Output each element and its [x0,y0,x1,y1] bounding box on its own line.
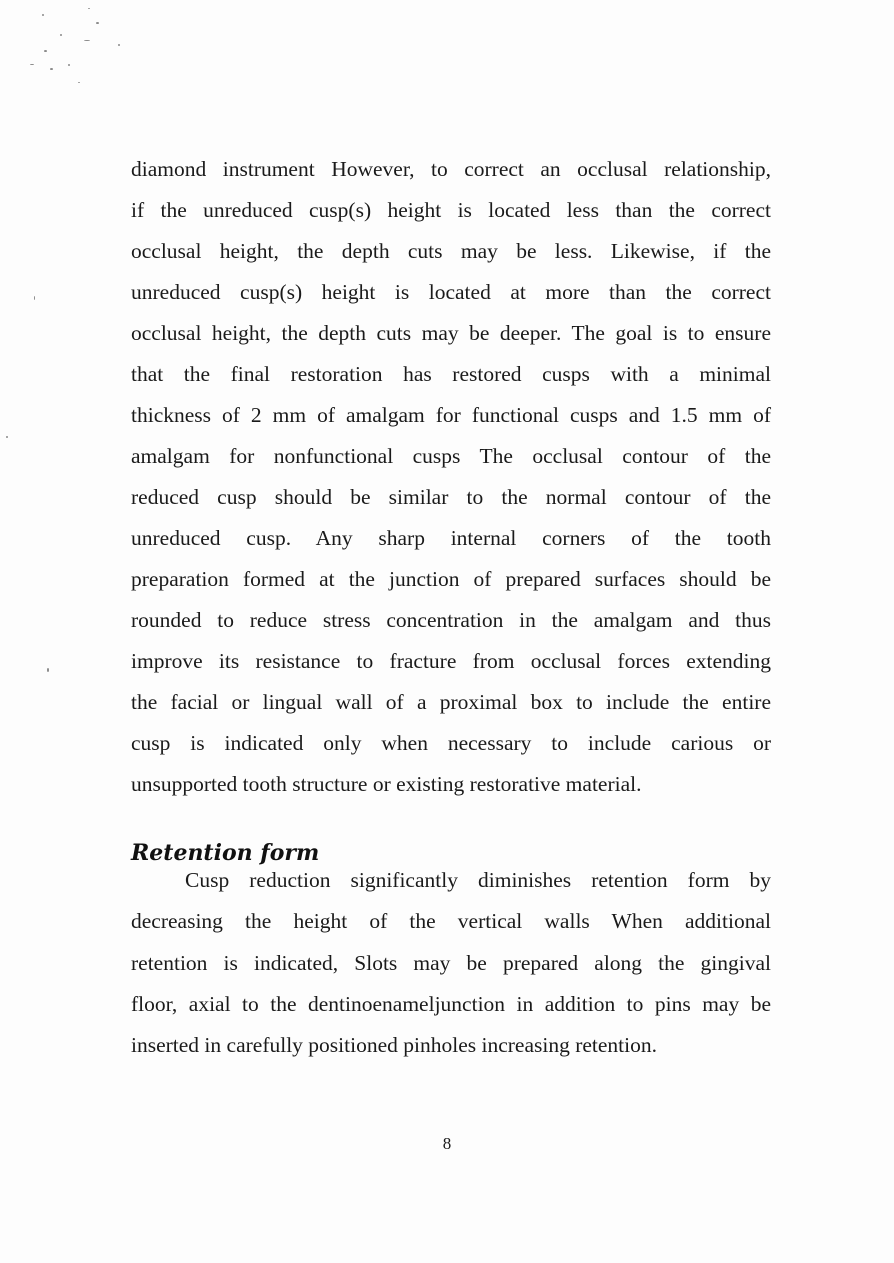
text-line: Cusp reduction significantly diminishes retention form by [185,868,771,892]
text-line: unreduced cusp. Any sharp internal corners of the tooth [131,526,771,550]
text-line: floor, axial to the dentinoenameljunction in addition to pins may be [131,992,771,1016]
text-line: occlusal height, the depth cuts may be less. Likewise, if the [131,239,771,263]
scan-speck [68,64,70,66]
text-line: if the unreduced cusp(s) height is located less than the correct [131,198,771,222]
text-line: inserted in carefully positioned pinholes increasing retention. [131,1033,658,1057]
text-line: decreasing the height of the vertical walls When additional [131,909,771,933]
text-line: amalgam for nonfunctional cusps The occlusal contour of the [131,444,771,468]
text-line: reduced cusp should be similar to the normal contour of the [131,485,771,509]
text-line: improve its resistance to fracture from occlusal forces extending [131,649,771,673]
scan-speck [96,22,99,24]
text-line: unsupported tooth structure or existing restorative material. [131,772,642,796]
scan-speck [47,668,49,672]
text-line: cusp is indicated only when necessary to include carious or [131,731,771,755]
scan-speck [118,44,120,46]
text-line: retention is indicated, Slots may be prepared along the gingival [131,951,771,975]
text-line: occlusal height, the depth cuts may be deeper. The goal is to ensure [131,321,771,345]
scan-speck [6,436,8,438]
scan-speck [84,40,90,41]
scan-speck [44,50,47,52]
text-line: thickness of 2 mm of amalgam for functional cusps and 1.5 mm of [131,403,771,427]
text-line: that the final restoration has restored cusps with a minimal [131,362,771,386]
scan-speck [88,8,90,9]
page-number: 8 [442,1134,452,1153]
scan-speck [78,82,80,83]
scan-speck [42,14,44,16]
text-line: diamond instrument However, to correct an occlusal relationship, [131,157,771,181]
text-line: preparation formed at the junction of prepared surfaces should be [131,567,771,591]
section-heading: Retention form [131,840,320,866]
text-line: the facial or lingual wall of a proximal box to include the entire [131,690,771,714]
text-line: rounded to reduce stress concentration in the amalgam and thus [131,608,771,632]
scan-speck [30,64,34,65]
scan-speck [60,34,62,36]
scan-speck [50,68,53,70]
scan-speck [34,296,35,300]
text-line: unreduced cusp(s) height is located at more than the correct [131,280,771,304]
